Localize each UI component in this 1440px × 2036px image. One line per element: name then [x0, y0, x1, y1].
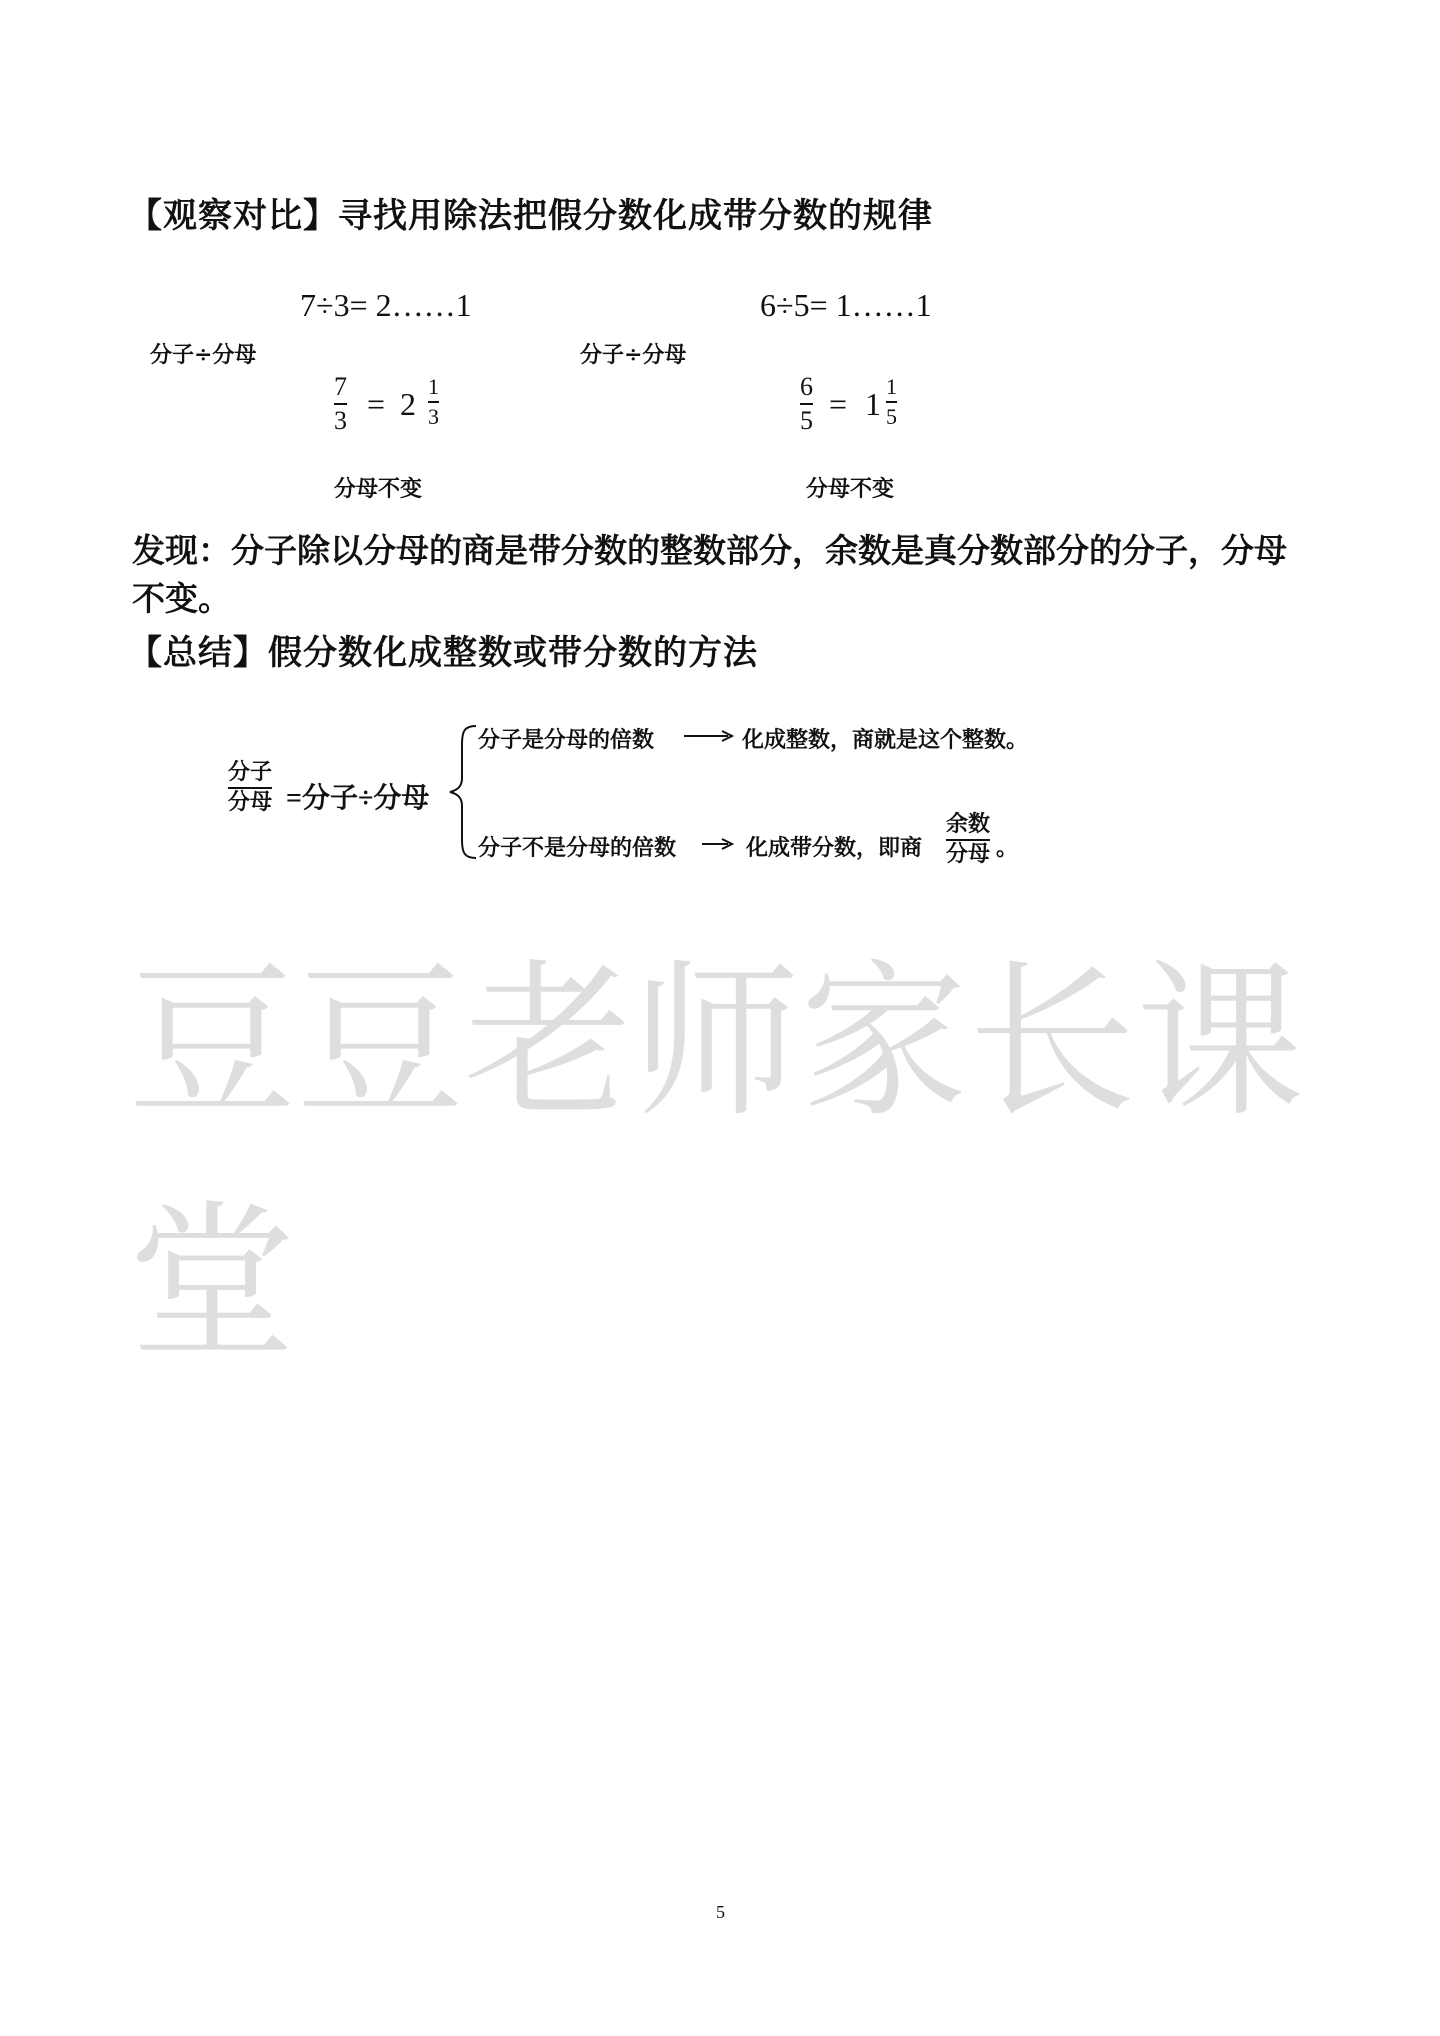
remainder-over-denominator-fraction — [946, 814, 990, 866]
watermark: 豆豆老师家长课堂 — [128, 944, 1304, 1381]
summary-division-expression: =分子÷分母 — [286, 783, 430, 814]
curly-brace-icon — [448, 724, 478, 860]
equals-sign-1: = — [367, 386, 386, 422]
improper-fraction-1 — [334, 374, 347, 434]
fraction-bar — [428, 401, 439, 403]
fraction-numerator: 1 — [428, 374, 439, 399]
denominator-unchanged-note-1: 分母不变 — [334, 476, 423, 502]
fraction-bar — [886, 401, 897, 403]
summary-fraction — [228, 762, 272, 814]
fraction-denominator: 5 — [886, 404, 897, 429]
branch-1-result: 化成整数，商就是这个整数。 — [742, 727, 1029, 753]
branch-1-condition: 分子是分母的倍数 — [478, 727, 655, 753]
denominator-unchanged-note-2: 分母不变 — [806, 476, 895, 502]
section-heading-observe: 【观察对比】寻找用除法把假分数化成带分数的规律 — [128, 196, 933, 236]
fraction-denominator: 3 — [428, 404, 439, 429]
fraction-numerator: 余数 — [946, 812, 991, 837]
improper-fraction-2 — [800, 374, 813, 434]
fraction-bar — [334, 403, 347, 405]
mixed-whole-2: 1 — [865, 386, 881, 422]
numerator-divide-denominator-label-1: 分子÷分母 — [150, 342, 257, 368]
discovery-line-2: 不变。 — [132, 579, 231, 618]
fraction-bar — [946, 839, 990, 841]
arrow-right-icon — [682, 728, 734, 744]
page-number: 5 — [716, 1902, 725, 1922]
mixed-whole-1: 2 — [400, 386, 416, 422]
arrow-right-icon — [700, 836, 734, 852]
fraction-numerator: 分子 — [228, 760, 273, 785]
fraction-denominator: 3 — [334, 406, 347, 435]
mixed-fraction-part-2 — [886, 376, 897, 428]
fraction-denominator: 分母 — [946, 842, 991, 867]
equals-sign-2: = — [829, 386, 848, 422]
division-equation-1: 7÷3= 2……1 — [300, 287, 472, 323]
discovery-line-1: 发现：分子除以分母的商是带分数的整数部分，余数是真分数部分的分子，分母 — [132, 531, 1287, 570]
numerator-divide-denominator-label-2: 分子÷分母 — [580, 342, 687, 368]
fraction-bar — [228, 787, 272, 789]
fraction-denominator: 分母 — [228, 790, 273, 815]
branch-2-result: 化成带分数，即商 — [746, 835, 923, 861]
fraction-denominator: 5 — [800, 406, 813, 435]
fraction-numerator: 7 — [334, 372, 347, 401]
mixed-fraction-part-1 — [428, 376, 439, 428]
section-heading-summary: 【总结】假分数化成整数或带分数的方法 — [128, 633, 758, 673]
fraction-numerator: 1 — [886, 374, 897, 399]
fraction-bar — [800, 403, 813, 405]
branch-2-condition: 分子不是分母的倍数 — [478, 835, 677, 861]
branch-2-period: 。 — [996, 835, 1019, 861]
fraction-numerator: 6 — [800, 372, 813, 401]
division-equation-2: 6÷5= 1……1 — [760, 287, 932, 323]
